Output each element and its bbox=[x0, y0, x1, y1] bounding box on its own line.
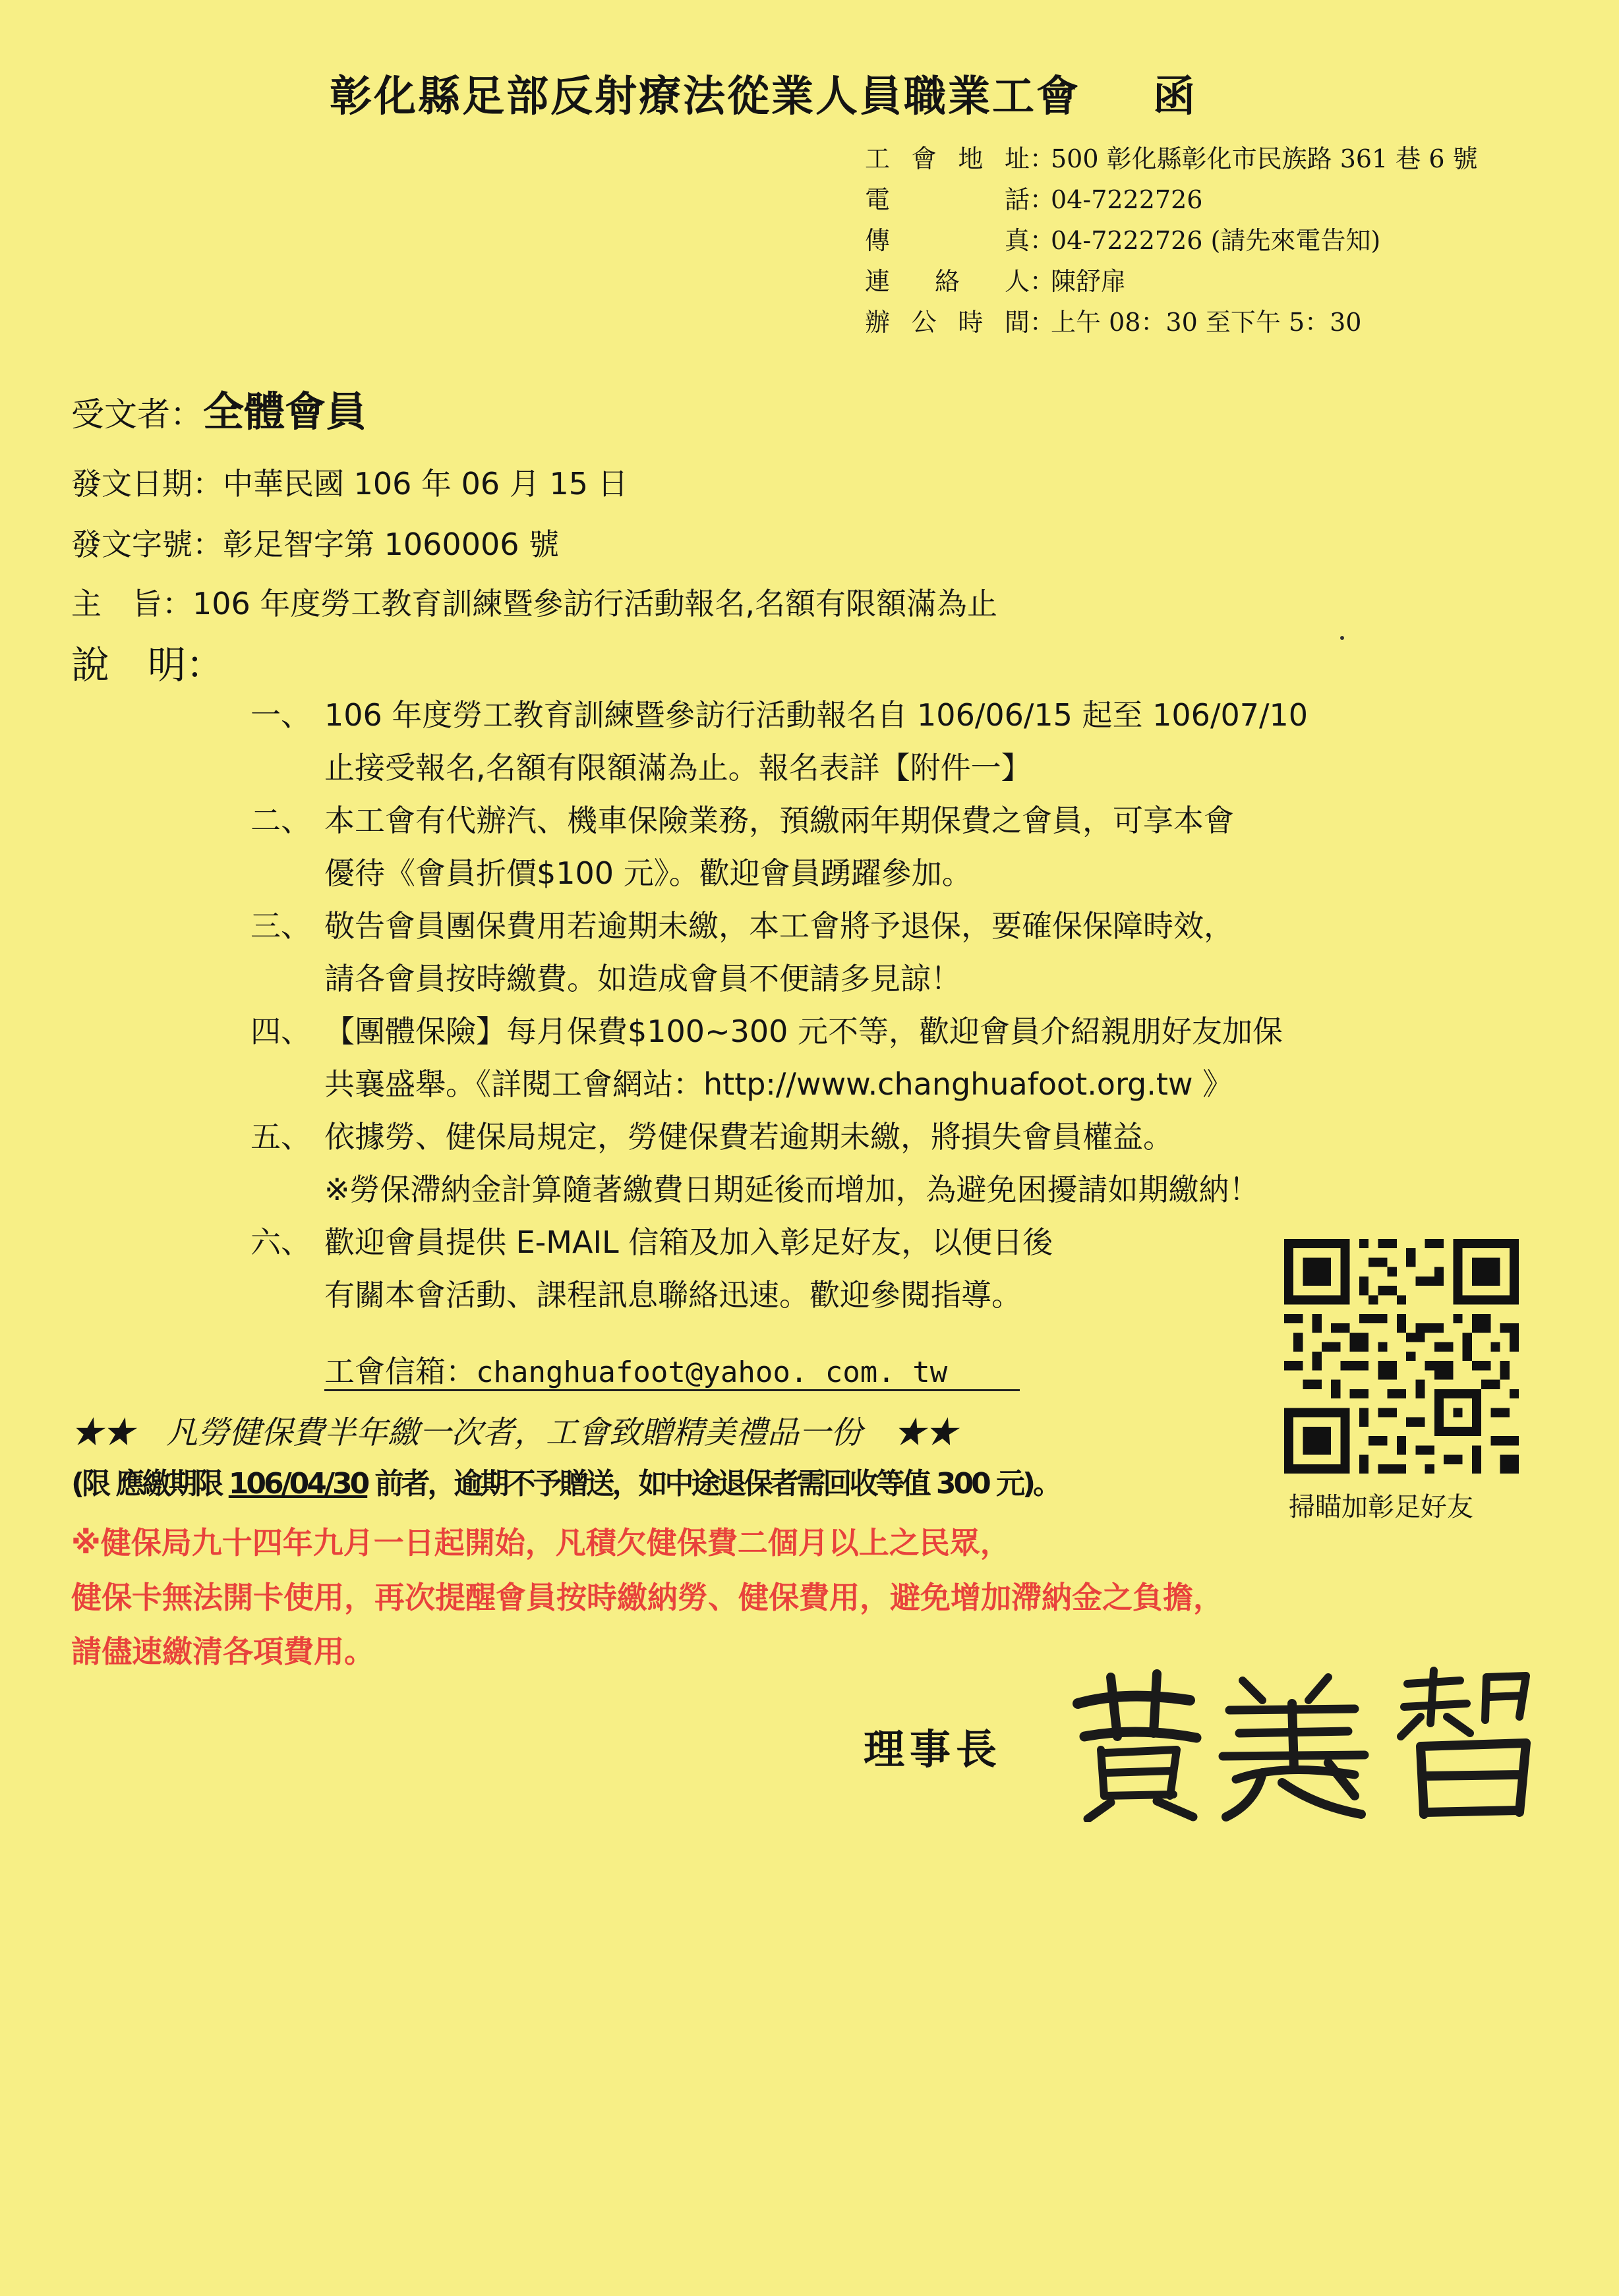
letter-type: 函 bbox=[1153, 72, 1197, 121]
contact-person: 連 絡 人 ： 陳舒扉 bbox=[865, 267, 1127, 296]
gift-note: (限 應繳期限 106/04/30 前者，逾期不予贈送，如中途退保者需回收等值 300 元)。 bbox=[71, 1467, 1060, 1501]
issue-date-line: 發文日期：中華民國 106 年 06 月 15 日 bbox=[71, 466, 628, 502]
subject-value: 106 年度勞工教育訓練暨參訪行活動報名,名額有限額滿為止 bbox=[192, 586, 998, 621]
contact-office-hours: 辦公時間 ： 上午 08：30 至下午 5：30 bbox=[865, 308, 1362, 337]
document-number-line: 發文字號：彰足智字第 1060006 號 bbox=[71, 527, 560, 562]
bleed-through-decoration bbox=[1088, 343, 1391, 386]
gift-notice: ★★ 凡勞健保費半年繳一次者，工會致贈精美禮品一份 ★★ bbox=[71, 1414, 958, 1451]
red-notice-line: 健保卡無法開卡使用，再次提醒會員按時繳納勞、健保費用，避免增加滯納金之負擔， bbox=[71, 1580, 1223, 1615]
qr-caption: 掃瞄加彰足好友 bbox=[1289, 1492, 1473, 1522]
red-notice-line: 請儘速繳清各項費用。 bbox=[71, 1634, 374, 1669]
list-item: 五、 依據勞、健保局規定，勞健保費若逾期未繳，將損失會員權益。 ※勞保滯納金計算隨著繳費日期延後而增加，為避免困擾請如期繳納！ bbox=[250, 1119, 1260, 1207]
description-items bbox=[250, 689, 1503, 1321]
list-item: 四、 【團體保險】每月保費$100~300 元不等，歡迎會員介紹親朋好友加保 共襄盛舉。《詳閱工會網站：http://www.changhuafoot.org.tw 》 bbox=[250, 1014, 1283, 1102]
email-address: changhuafoot@yahoo. com. tw bbox=[476, 1356, 948, 1389]
list-item: 一、 106 年度勞工教育訓練暨參訪行活動報名自 106/06/15 起至 106/07/10 止接受報名,名額有限額滿為止。報名表詳【附件一】 bbox=[250, 697, 1309, 786]
qr-code-icon[interactable] bbox=[1284, 1239, 1519, 1474]
red-notice-line: ※健保局九十四年九月一日起開始，凡積欠健保費二個月以上之民眾， bbox=[71, 1525, 1011, 1561]
document-title bbox=[330, 63, 1197, 123]
list-item: 三、 敬告會員團保費用若逾期未繳，本工會將予退保，要確保保障時效， 請各會員按時繳費。如造成會員不便請多見諒！ bbox=[250, 908, 1234, 996]
list-item: 二、 本工會有代辦汽、機車保險業務，預繳兩年期保費之會員，可享本會 優待《會員折價$100 元》。歡迎會員踴躍參加。 bbox=[250, 803, 1234, 891]
organization-name: 彰化縣足部反射療法從業人員職業工會 bbox=[330, 72, 1080, 121]
chairperson-title: 理事長 bbox=[864, 1725, 1003, 1773]
contact-phone: 電 話 ： 04-7222726 bbox=[865, 185, 1203, 214]
deadline-date: 106/04/30 bbox=[228, 1467, 368, 1501]
contact-block bbox=[865, 138, 1478, 343]
contact-address: 工會地址 ： 500 彰化縣彰化市民族路 361 巷 6 號 bbox=[865, 144, 1478, 173]
email-underline bbox=[324, 1389, 1020, 1391]
description-heading: 說 明： bbox=[71, 643, 225, 687]
stray-mark bbox=[1340, 636, 1344, 640]
list-item: 六、 歡迎會員提供 E-MAIL 信箱及加入彰足好友，以便日後 有關本會活動、課程訊息聯絡迅速。歡迎參閱指導。 bbox=[250, 1224, 1053, 1313]
recipient-value: 全體會員 bbox=[203, 387, 367, 436]
issue-date-value: 中華民國 106 年 06 月 15 日 bbox=[223, 466, 628, 502]
recipient-line: 受文者：全體會員 bbox=[71, 387, 367, 436]
union-email: 工會信箱：changhuafoot@yahoo. com. tw bbox=[324, 1354, 948, 1389]
contact-fax: 傳 真 ： 04-7222726 (請先來電告知) bbox=[865, 226, 1381, 255]
subject-line: 主 旨：106 年度勞工教育訓練暨參訪行活動報名,名額有限額滿為止 bbox=[71, 586, 998, 621]
handwritten-signature bbox=[1065, 1664, 1546, 1822]
document-number-value: 彰足智字第 1060006 號 bbox=[223, 527, 560, 562]
